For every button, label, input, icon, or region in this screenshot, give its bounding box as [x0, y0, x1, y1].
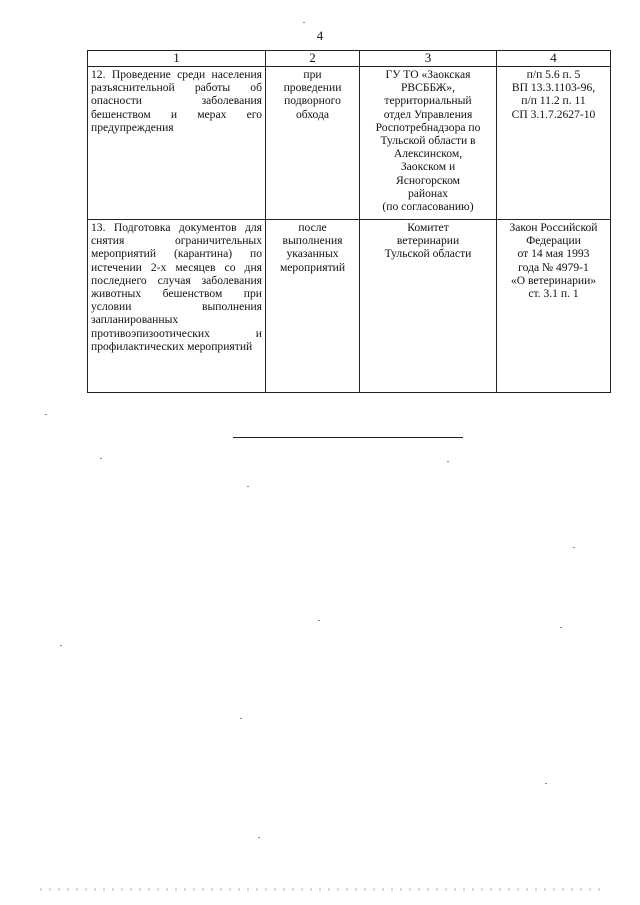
cell-line: отдел Управления	[383, 107, 473, 121]
table-row	[88, 220, 611, 393]
cell-line: выполнения	[282, 234, 343, 248]
scan-speck	[258, 837, 260, 838]
scan-speck	[447, 461, 449, 462]
scan-speck	[573, 547, 575, 548]
scan-speck	[60, 645, 62, 646]
basis-cell	[497, 220, 611, 393]
column-header: 2	[266, 51, 360, 67]
cell-line: Алексинском,	[393, 147, 463, 161]
scan-speck	[240, 718, 242, 719]
cell-line: ГУ ТО «Заокская	[385, 68, 471, 81]
cell-line: проведении	[283, 81, 342, 95]
cell-line: ст. 3.1 п. 1	[528, 287, 579, 301]
basis-cell	[497, 67, 611, 220]
cell-line: после	[298, 221, 327, 234]
cell-line: подворного	[284, 94, 341, 108]
measures-table	[87, 50, 611, 393]
cell-line: Федерации	[526, 234, 581, 248]
timing-cell	[266, 220, 360, 393]
cell-line: СП 3.1.7.2627-10	[511, 107, 596, 121]
scan-speck	[545, 783, 547, 784]
scan-speck	[318, 620, 320, 621]
page-number: 4	[316, 28, 324, 43]
cell-line: ВП 13.3.1103-96,	[511, 81, 596, 95]
cell-line: Заокском и	[400, 160, 456, 174]
cell-line: мероприятий	[279, 260, 346, 274]
cell-line: Тульской области	[384, 247, 472, 261]
cell-line: территориальный	[384, 94, 472, 108]
cell-line: Тульской области в	[380, 134, 476, 148]
table-row	[88, 67, 611, 220]
column-header: 1	[88, 51, 266, 67]
scan-bottom-noise	[40, 888, 600, 891]
scan-speck	[45, 414, 47, 415]
responsible-cell	[360, 67, 497, 220]
cell-line: Ясногорском	[395, 173, 461, 187]
cell-line: (по согласованию)	[382, 200, 474, 214]
scan-speck	[100, 458, 102, 459]
measure-cell: 12. Проведение среди населения разъяснительной работы об опасности заболевания бешенством и мерах его предупреждения	[88, 67, 266, 220]
cell-line: при	[303, 68, 322, 81]
cell-line: от 14 мая 1993	[517, 247, 590, 261]
cell-line: Комитет	[407, 221, 449, 234]
cell-line: п/п 11.2 п. 11	[521, 94, 586, 108]
cell-line: п/п 5.6 п. 5	[526, 68, 581, 81]
responsible-cell	[360, 220, 497, 393]
cell-line: указанных	[286, 247, 339, 261]
cell-line: ветеринарии	[396, 234, 460, 248]
timing-cell	[266, 67, 360, 220]
column-header: 4	[497, 51, 611, 67]
scan-speck	[560, 627, 562, 628]
measure-cell: 13. Подготовка документов для снятия ограничительных мероприятий (карантина) по истечении 2-х месяцев со дня последнего случая заболевания животных бешенством при условии выполнения запланированных противоэпизоотических и профилактических мероприятий	[88, 220, 266, 393]
cell-line: районах	[407, 186, 449, 200]
cell-line: «О ветеринарии»	[510, 273, 597, 287]
cell-line: года № 4979-1	[518, 260, 589, 274]
table-header-row	[88, 51, 611, 67]
cell-line: Роспотребнадзора по	[375, 120, 481, 134]
end-of-document-rule	[233, 437, 463, 438]
scan-speck	[303, 22, 305, 23]
scan-speck	[247, 486, 249, 487]
cell-line: Закон Российской	[509, 221, 598, 234]
cell-line: обхода	[295, 107, 330, 121]
column-header: 3	[360, 51, 497, 67]
cell-line: РВСББЖ»,	[400, 81, 456, 95]
